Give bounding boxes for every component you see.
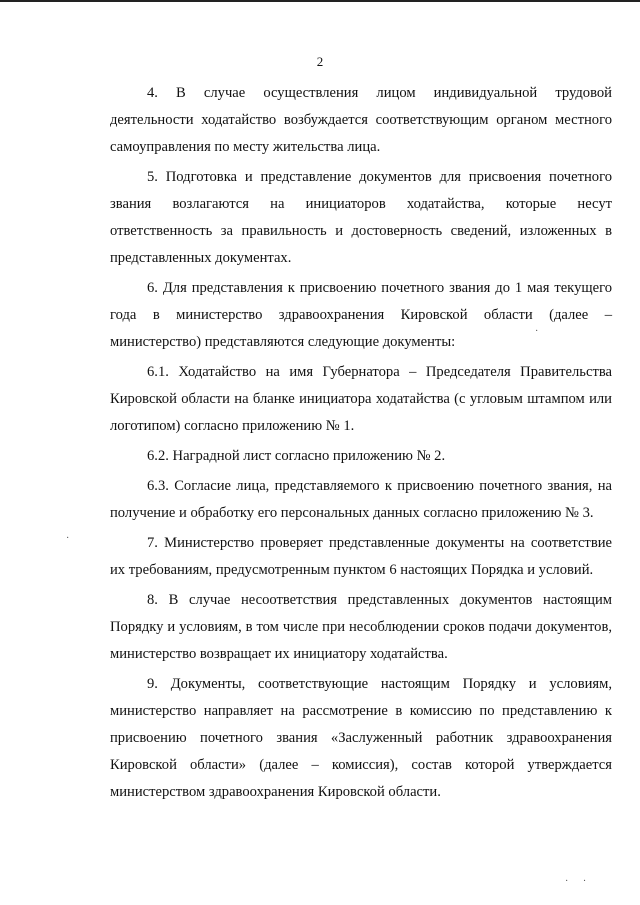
scan-specks: · · bbox=[565, 876, 593, 887]
scan-speck: · bbox=[66, 533, 70, 544]
paragraph-6-3: 6.3. Согласие лица, представляемого к присвоению почетного звания, на получение и обработку его персональных данных согласно приложению № 3. bbox=[110, 478, 612, 521]
paragraph-6: 6. Для представления к присвоению почетного звания до 1 мая текущего года в министерство здравоохранения Кировской области (далее – министерство) представляются следующие документы: bbox=[110, 280, 612, 350]
paragraph-6-2: 6.2. Наградной лист согласно приложению № 2. bbox=[147, 448, 446, 464]
document-body bbox=[110, 80, 612, 809]
paragraph-7: 7. Министерство проверяет представленные документы на соответствие их требованиям, предусмотренным пунктом 6 настоящих Порядка и условий. bbox=[110, 535, 612, 578]
paragraph-9: 9. Документы, соответствующие настоящим Порядку и условиям, министерство направляет на рассмотрение в комиссию по представлению к присвоению почетного звания «Заслуженный работник здравоохранения Кировской области» (далее – комиссия), состав которой утверждается министерством здравоохранения Кировской области. bbox=[110, 676, 612, 800]
scan-speck: · bbox=[535, 326, 539, 337]
paragraph-4: 4. В случае осуществления лицом индивидуальной трудовой деятельности ходатайство возбуждается соответствующим органом местного самоуправления по месту жительства лица. bbox=[110, 85, 612, 155]
paragraph-5: 5. Подготовка и представление документов для присвоения почетного звания возлагаются на инициаторов ходатайства, которые несут ответственность за правильность и достоверность сведений, изложенных в представленных документах. bbox=[110, 169, 612, 266]
paragraph-8: 8. В случае несоответствия представленных документов настоящим Порядку и условиям, в том числе при несоблюдении сроков подачи документов, министерство возвращает их инициатору ходатайства. bbox=[110, 592, 612, 662]
page-number: 2 bbox=[316, 54, 324, 69]
scan-top-edge bbox=[0, 0, 640, 2]
paragraph-6-1: 6.1. Ходатайство на имя Губернатора – Председателя Правительства Кировской области на бланке инициатора ходатайства (с угловым штампом или логотипом) согласно приложению № 1. bbox=[110, 364, 612, 434]
